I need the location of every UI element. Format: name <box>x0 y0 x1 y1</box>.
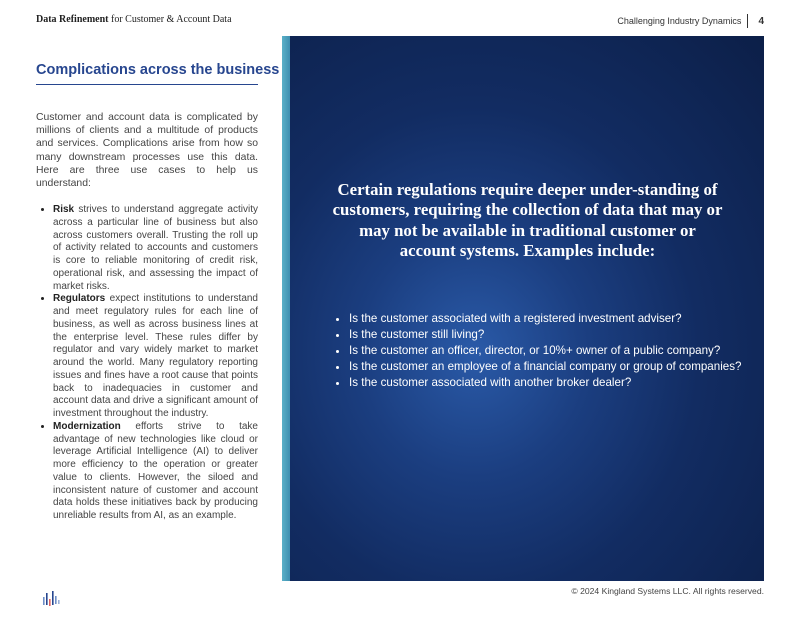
callout-heading: Certain regulations require deeper under-standing of customers, requiring the collection of data that may or may not be available in traditional customer or account systems. Examples include: <box>332 180 723 261</box>
use-case-item <box>53 421 258 523</box>
example-question-list <box>330 311 749 391</box>
section-title: Complications across the business <box>36 62 258 85</box>
example-question: • Is the customer an officer, director, or 10%+ owner of a public company? <box>349 343 749 359</box>
use-case-text: efforts strive to take advantage of new technologies like cloud or leverage Artificial Intelligence (AI) to deliver more efficiency to the operation or greater value to clients. However, the siloed and inconsistent nature of customer and account data holds these initiatives back by producing unreliable results from AI, as an example. <box>53 420 258 522</box>
page-number: 4 <box>758 15 764 27</box>
use-case-text: expect institutions to understand and meet regulatory rules for each line of business, as well as across business lines at the enterprise level. These rules differ by regulator and vary widely market to market around the world. Many regulatory reporting issues and fines have a root cause that points back to inadequacies in customer and account data and drive a significant amount of investment throughout the industry. <box>53 293 258 420</box>
kingland-bars-logo-icon <box>42 590 60 608</box>
running-header <box>617 14 764 28</box>
use-case-list <box>36 204 258 523</box>
intro-paragraph: Customer and account data is complicated by millions of clients and a multitude of products and services. Complications arise from how so many downstream processes use this data. Here are three use cases to help us understand: <box>36 112 258 190</box>
example-question: • Is the customer associated with another broker dealer? <box>349 375 749 391</box>
header-divider <box>747 14 748 28</box>
document-title <box>36 14 232 25</box>
example-question: • Is the customer still living? <box>349 327 749 343</box>
use-case-item <box>53 293 258 421</box>
left-column <box>36 62 280 523</box>
example-question: • Is the customer associated with a registered investment adviser? <box>349 311 749 327</box>
example-question: • Is the customer an employee of a financial company or group of companies? <box>349 359 749 375</box>
copyright-footer: © 2024 Kingland Systems LLC. All rights reserved. <box>571 586 764 596</box>
use-case-term: Modernization <box>53 420 121 432</box>
callout-panel <box>282 36 764 581</box>
use-case-term: Regulators <box>53 293 106 305</box>
use-case-text: strives to understand aggregate activity across a particular line of business but also across customers overall. Trusting the roll up of activity related to accounts and customers is core to reliable monitoring of credit risk, operational risk, and assessing the impact of market risks. <box>53 204 258 292</box>
callout-accent-bar <box>282 36 290 581</box>
use-case-term: Risk <box>53 204 75 216</box>
document-title-rest: for Customer & Account Data <box>108 14 232 25</box>
document-title-bold: Data Refinement <box>36 14 109 25</box>
use-case-item <box>53 204 258 293</box>
section-name: Challenging Industry Dynamics <box>617 16 742 26</box>
